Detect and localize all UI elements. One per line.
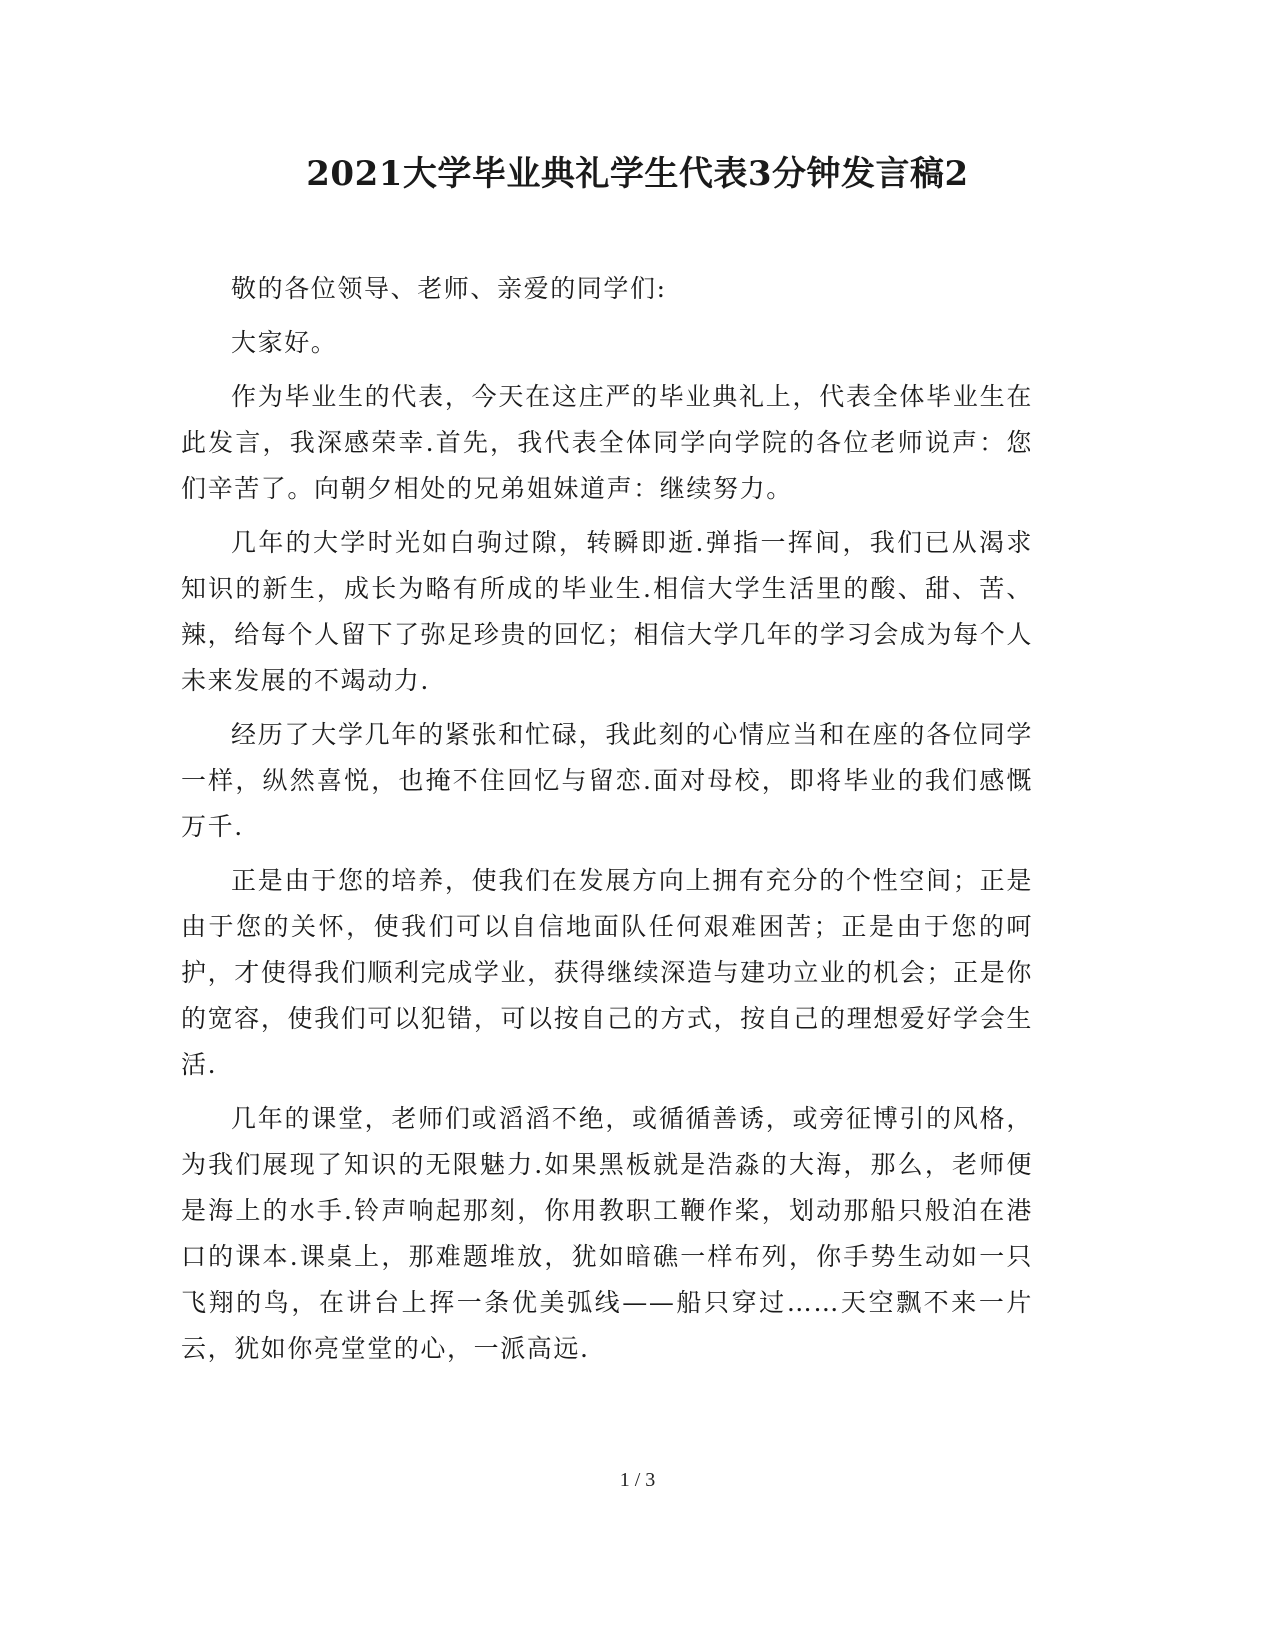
greeting-paragraph: 大家好。 xyxy=(231,328,338,357)
body-paragraph: 正是由于您的培养，使我们在发展方向上拥有充分的个性空间；正是由于您的关怀，使我们可以自信地面队任何艰难困苦；正是由于您的呵护，才使得我们顺利完成学业，获得继续深造与建功立业的机会；正是你的宽容，使我们可以犯错，可以按自己的方式，按自己的理想爱好学会生活. xyxy=(181,866,1033,1079)
page-number: 1 / 3 xyxy=(619,1469,656,1491)
document-title: 2021大学毕业典礼学生代表3分钟发言稿2 xyxy=(306,154,969,194)
body-paragraph: 几年的课堂，老师们或滔滔不绝，或循循善诱，或旁征博引的风格，为我们展现了知识的无限魅力.如果黑板就是浩淼的大海，那么，老师便是海上的水手.铃声响起那刻，你用教职工鞭作桨，划动那船只般泊在港口的课本.课桌上，那难题堆放，犹如暗礁一样布列，你手势生动如一只飞翔的鸟，在讲台上挥一条优美弧线——船只穿过……天空飘不来一片云，犹如你亮堂堂的心，一派高远. xyxy=(181,1104,1033,1363)
body-paragraph: 经历了大学几年的紧张和忙碌，我此刻的心情应当和在座的各位同学一样，纵然喜悦，也掩不住回忆与留恋.面对母校，即将毕业的我们感慨万千. xyxy=(181,720,1033,841)
body-paragraph: 几年的大学时光如白驹过隙，转瞬即逝.弹指一挥间，我们已从渴求知识的新生，成长为略有所成的毕业生.相信大学生活里的酸、甜、苦、辣，给每个人留下了弥足珍贵的回忆；相信大学几年的学习会成为每个人未来发展的不竭动力. xyxy=(181,528,1033,695)
salutation-paragraph: 敬的各位领导、老师、亲爱的同学们: xyxy=(231,274,667,303)
document-body xyxy=(181,266,1033,1380)
body-paragraph: 作为毕业生的代表，今天在这庄严的毕业典礼上，代表全体毕业生在此发言，我深感荣幸.首先，我代表全体同学向学院的各位老师说声：您们辛苦了。向朝夕相处的兄弟姐妹道声：继续努力。 xyxy=(181,382,1033,503)
